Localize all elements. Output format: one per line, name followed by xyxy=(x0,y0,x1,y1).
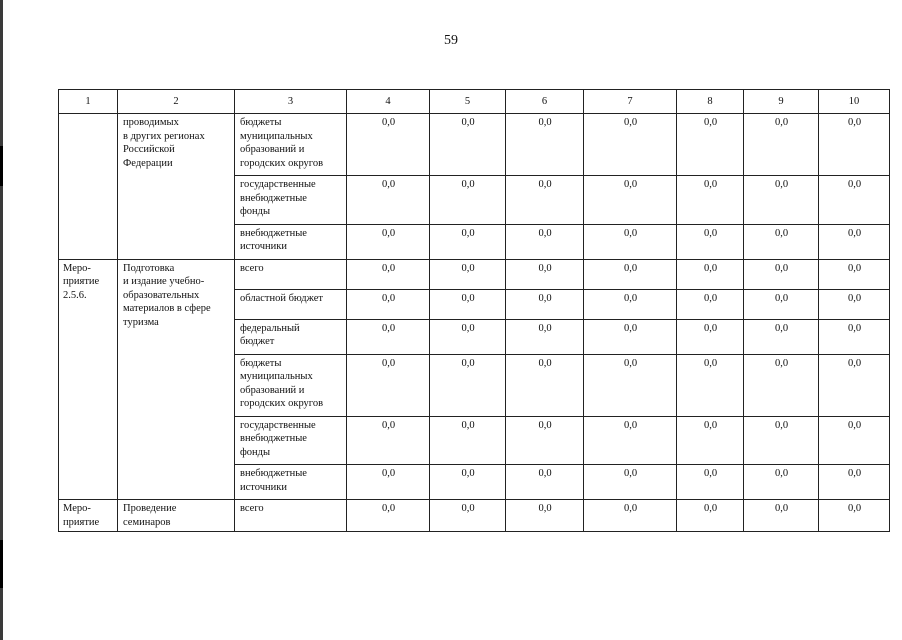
value-cell: 0,0 xyxy=(584,289,677,319)
budget-table xyxy=(58,89,890,532)
value-cell: 0,0 xyxy=(819,289,890,319)
funding-source-cell xyxy=(235,465,347,500)
funding-source-cell xyxy=(235,224,347,259)
funding-source-cell-line: внебюджетные xyxy=(240,192,307,204)
value-cell: 0,0 xyxy=(430,224,506,259)
header-cell: 9 xyxy=(744,90,819,114)
activity-code-cell-line: 2.5.6. xyxy=(63,289,87,301)
funding-source-cell xyxy=(235,319,347,354)
table-row xyxy=(59,114,890,176)
value-cell: 0,0 xyxy=(584,354,677,416)
funding-source-cell-line: внебюджетные xyxy=(240,468,307,479)
scan-mark xyxy=(0,540,3,588)
value-cell: 0,0 xyxy=(744,289,819,319)
header-cell: 1 xyxy=(59,90,118,114)
funding-source-cell-line: образований и xyxy=(240,384,305,396)
funding-source-cell-line: бюджеты xyxy=(240,357,282,369)
value-cell: 0,0 xyxy=(744,224,819,259)
value-cell: 0,0 xyxy=(819,416,890,465)
funding-source-cell-line: всего xyxy=(240,503,264,514)
value-cell: 0,0 xyxy=(506,289,584,319)
funding-source-cell-line: внебюджетные xyxy=(240,227,307,239)
funding-source-cell xyxy=(235,259,347,289)
value-cell: 0,0 xyxy=(347,224,430,259)
value-cell: 0,0 xyxy=(744,354,819,416)
value-cell: 0,0 xyxy=(347,114,430,176)
funding-source-cell-line: источники xyxy=(240,481,287,493)
header-cell: 7 xyxy=(584,90,677,114)
value-cell: 0,0 xyxy=(430,114,506,176)
funding-source-cell xyxy=(235,289,347,319)
activity-description-cell-line: Российской xyxy=(123,144,175,155)
activity-description-cell-line: образовательных xyxy=(123,289,200,301)
value-cell: 0,0 xyxy=(347,416,430,465)
value-cell: 0,0 xyxy=(430,354,506,416)
activity-code-cell-line: приятие xyxy=(63,276,100,287)
value-cell: 0,0 xyxy=(430,259,506,289)
value-cell: 0,0 xyxy=(819,354,890,416)
activity-description-cell xyxy=(118,114,235,260)
activity-code-cell xyxy=(59,500,118,532)
funding-source-cell-line: муниципальных xyxy=(240,130,313,142)
table-body xyxy=(59,90,890,532)
value-cell: 0,0 xyxy=(506,114,584,176)
funding-source-cell-line: бюджеты xyxy=(240,117,282,128)
value-cell: 0,0 xyxy=(347,319,430,354)
value-cell: 0,0 xyxy=(506,500,584,532)
value-cell: 0,0 xyxy=(744,319,819,354)
activity-description-cell xyxy=(118,259,235,500)
funding-source-cell-line: государственные xyxy=(240,419,316,431)
value-cell: 0,0 xyxy=(744,500,819,532)
funding-source-cell-line: областной бюджет xyxy=(240,292,323,304)
value-cell: 0,0 xyxy=(677,319,744,354)
funding-source-cell-line: бюджет xyxy=(240,336,275,347)
activity-description-cell-line: и издание учебно- xyxy=(123,276,205,287)
activity-description-cell-line: семинаров xyxy=(123,516,171,528)
value-cell: 0,0 xyxy=(506,319,584,354)
value-cell: 0,0 xyxy=(744,114,819,176)
value-cell: 0,0 xyxy=(819,114,890,176)
activity-description-cell-line: Подготовка xyxy=(123,262,175,274)
header-cell: 5 xyxy=(430,90,506,114)
value-cell: 0,0 xyxy=(744,465,819,500)
activity-description-cell-line: Проведение xyxy=(123,503,177,514)
value-cell: 0,0 xyxy=(677,176,744,225)
activity-description-cell-line: проводимых xyxy=(123,117,179,128)
value-cell: 0,0 xyxy=(677,114,744,176)
value-cell: 0,0 xyxy=(677,354,744,416)
header-cell: 10 xyxy=(819,90,890,114)
value-cell: 0,0 xyxy=(584,114,677,176)
value-cell: 0,0 xyxy=(430,319,506,354)
scan-mark xyxy=(0,146,3,186)
table-row xyxy=(59,500,890,532)
value-cell: 0,0 xyxy=(677,224,744,259)
funding-source-cell xyxy=(235,176,347,225)
value-cell: 0,0 xyxy=(584,500,677,532)
header-cell: 4 xyxy=(347,90,430,114)
page-number: 59 xyxy=(444,33,458,48)
value-cell: 0,0 xyxy=(430,500,506,532)
value-cell: 0,0 xyxy=(506,224,584,259)
value-cell: 0,0 xyxy=(584,465,677,500)
funding-source-cell-line: фонды xyxy=(240,446,271,458)
activity-code-cell-line: Меро- xyxy=(63,503,91,514)
value-cell: 0,0 xyxy=(506,176,584,225)
value-cell: 0,0 xyxy=(677,289,744,319)
value-cell: 0,0 xyxy=(819,319,890,354)
value-cell: 0,0 xyxy=(430,289,506,319)
value-cell: 0,0 xyxy=(347,465,430,500)
value-cell: 0,0 xyxy=(347,500,430,532)
header-cell: 3 xyxy=(235,90,347,114)
funding-source-cell-line: фонды xyxy=(240,206,271,217)
activity-code-cell xyxy=(59,114,118,260)
funding-source-cell-line: внебюджетные xyxy=(240,433,307,444)
value-cell: 0,0 xyxy=(506,416,584,465)
value-cell: 0,0 xyxy=(819,465,890,500)
value-cell: 0,0 xyxy=(347,176,430,225)
value-cell: 0,0 xyxy=(584,319,677,354)
funding-source-cell-line: государственные xyxy=(240,179,316,190)
value-cell: 0,0 xyxy=(347,354,430,416)
value-cell: 0,0 xyxy=(584,259,677,289)
activity-description-cell-line: материалов в сфере xyxy=(123,303,211,314)
activity-description-cell-line: в других регионах xyxy=(123,130,205,142)
value-cell: 0,0 xyxy=(347,259,430,289)
table-row xyxy=(59,259,890,289)
value-cell: 0,0 xyxy=(584,176,677,225)
value-cell: 0,0 xyxy=(677,416,744,465)
value-cell: 0,0 xyxy=(677,500,744,532)
funding-source-cell-line: всего xyxy=(240,262,264,274)
value-cell: 0,0 xyxy=(744,176,819,225)
value-cell: 0,0 xyxy=(347,289,430,319)
funding-source-cell-line: муниципальных xyxy=(240,371,313,382)
activity-description-cell xyxy=(118,500,235,532)
value-cell: 0,0 xyxy=(819,176,890,225)
funding-source-cell-line: образований и xyxy=(240,144,305,155)
activity-description-cell-line: туризма xyxy=(123,316,159,328)
value-cell: 0,0 xyxy=(584,416,677,465)
header-cell: 6 xyxy=(506,90,584,114)
funding-source-cell xyxy=(235,114,347,176)
value-cell: 0,0 xyxy=(506,259,584,289)
funding-source-cell-line: городских округов xyxy=(240,157,324,169)
activity-code-cell xyxy=(59,259,118,500)
value-cell: 0,0 xyxy=(744,259,819,289)
value-cell: 0,0 xyxy=(430,416,506,465)
activity-code-cell-line: Меро- xyxy=(63,262,91,274)
funding-source-cell xyxy=(235,354,347,416)
funding-source-cell-line: городских округов xyxy=(240,398,324,409)
header-cell: 2 xyxy=(118,90,235,114)
funding-source-cell-line: источники xyxy=(240,241,287,252)
activity-description-cell-line: Федерации xyxy=(123,157,173,169)
value-cell: 0,0 xyxy=(819,500,890,532)
value-cell: 0,0 xyxy=(506,465,584,500)
value-cell: 0,0 xyxy=(430,465,506,500)
header-row xyxy=(59,90,890,114)
value-cell: 0,0 xyxy=(677,465,744,500)
value-cell: 0,0 xyxy=(584,224,677,259)
value-cell: 0,0 xyxy=(744,416,819,465)
value-cell: 0,0 xyxy=(506,354,584,416)
value-cell: 0,0 xyxy=(819,224,890,259)
funding-source-cell xyxy=(235,500,347,532)
header-cell: 8 xyxy=(677,90,744,114)
funding-source-cell-line: федеральный xyxy=(240,322,300,334)
value-cell: 0,0 xyxy=(819,259,890,289)
funding-source-cell xyxy=(235,416,347,465)
value-cell: 0,0 xyxy=(430,176,506,225)
value-cell: 0,0 xyxy=(677,259,744,289)
activity-code-cell-line: приятие xyxy=(63,516,100,528)
